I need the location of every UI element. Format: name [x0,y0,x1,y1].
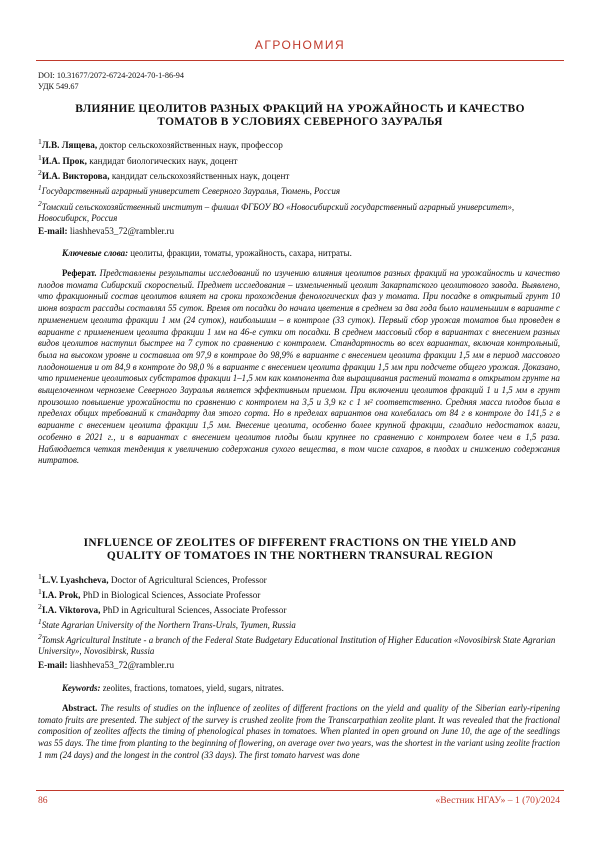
aff-text: Tomsk Agricultural Institute - a branch of the Federal State Budgetary Educational Institution of Higher Education «Novosibirsk State Agrarian University», Novosibirsk, Russia [38,634,556,657]
en-abstract [38,703,560,762]
aff-sup: 1 [38,617,42,626]
email-address[interactable]: liashheva53_72@rambler.ru [69,226,175,236]
email-label: E-mail: [38,660,68,670]
ru-title-line2: ТОМАТОВ В УСЛОВИЯХ СЕВЕРНОГО ЗАУРАЛЬЯ [157,116,443,128]
keywords-text: цеолиты, фракции, томаты, урожайность, сахара, нитраты. [128,248,352,258]
footer-divider [36,790,564,791]
author-name: И.А. Викторова, [41,171,110,182]
author-role: PhD in Biological Sciences, Associate Professor [80,590,261,601]
ru-title-line1: ВЛИЯНИЕ ЦЕОЛИТОВ РАЗНЫХ ФРАКЦИЙ НА УРОЖАЙНОСТЬ И КАЧЕСТВО [75,103,525,115]
aff-text: Томский сельскохозяйственный институт – филиал ФГБОУ ВО «Новосибирский государственный аграрный университет», Новосибирск, Россия [38,201,515,224]
page-number: 86 [38,795,48,806]
ru-author-1 [38,136,560,151]
aff-sup: 1 [38,183,42,192]
en-email [38,660,174,670]
author-name: I.A. Viktorova, [41,605,101,616]
udk: УДК 549.67 [38,82,79,91]
aff-sup: 2 [38,199,42,208]
aff-text: Государственный аграрный университет Северного Зауралья, Тюмень, Россия [41,185,341,196]
email-label: E-mail: [38,226,68,236]
journal-issue: «Вестник НГАУ» – 1 (70)/2024 [435,795,560,806]
en-affiliation-2 [38,631,560,658]
en-title [40,537,560,563]
author-role: доктор сельскохозяйственных наук, профессор [97,140,283,151]
abstract-text: The results of studies on the influence of zeolites of different fractions on the yield and quality of the Siberian early-ripening tomato fruits are presented. The subject of the survey is crushed zeolite from the Transcarpathian zeolite plant. It was revealed that the fractional composition of zeolites affects the timing of phenological phases in tomatoes. When planted in open ground on June 10, the age of the seedlings was 55 days. The time from planting to the beginning of flowering, on average over two years, was the shortest in the variant using zeolite fraction 1 mm (24 days) and the longest in the control (33 days). The first tomato harvest was done [38,703,560,760]
author-name: I.A. Prok, [41,590,81,601]
author-role: PhD in Agricultural Sciences, Associate Professor [100,605,287,616]
en-keywords [62,683,560,694]
ru-affiliation-2 [38,198,560,225]
abstract-text: Представлены результаты исследований по изучению влияния цеолитов разных фракций на урожайность и качество плодов томата Сибирский скороспелый. Предмет исследования – измельченный цеолит Закарпатского цеолитового завода. Выявлено, что фракционный состав цеолитов влияет на сроки прохождения фенологических фаз у томата. При посадке в открытый грунт 10 июня возраст рассады составлял 55 суток. Время от посадки до начала цветения в среднем за два года было наименьшим в варианте с применением цеолита фракции 1 мм (24 суток), наибольшим – в контроле (33 суток). Первый сбор урожая томатов был проведен в варианте с применением цеолита фракции 1 мм на 46-е сутки от посадки. В среднем массовый сбор в вариантах с внесением разных видов цеолитов наступил быстрее на 7 суток по сравнению с контролем. Стандартность во всех вариантах, включая контрольный, была на высоком уровне и составила от 97,9 в контроле до 98,9% в варианте с внесением цеолита фракции 1,5 мм в период массового плодоношения и от 84,9 в контроле до 98,0 % в варианте с внесением цеолита фракции 1,5 мм при подсчете общего урожая. Доказано, что применение цеолитовых субстратов фракции 1–1,5 мм как компонента для выращивания растений томата в открытом грунте на выщелоченном черноземе Северного Зауралья является эффективным приемом. При включении цеолитов фракций 1 и 1,5 мм в грунт произошло повышение урожайности по сравнению с контролем на 3,5 и 3,9 кг с 1 м² соответственно. Средняя масса плодов была в пределах общих требований к стандарту для этого сорта. Но в пределах вариантов она колебалась от 84 г в контроле до 141,5 г в варианте с внесением цеолита фракции 1,5 мм. Внесение цеолита, особенно более крупной фракции, сгладило недостаток влаги, особенно в 2021 г., и в вариантах с внесением цеолитов плоды были крупнее по сравнению с контролем более чем в 1,5 раза. Наблюдается четкая тенденция к увеличению содержания сухого вещества, в том числе сахаров, в плодах и снижению содержания нитратов. [38,268,560,466]
ru-author-2 [38,152,560,167]
ru-author-3 [38,167,560,182]
author-sup: 2 [38,602,42,611]
en-author-2 [38,586,560,601]
author-sup: 1 [38,572,42,581]
en-title-line1: INFLUENCE OF ZEOLITES OF DIFFERENT FRACTIONS ON THE YIELD AND [83,537,517,549]
en-affiliation-1 [38,616,560,631]
en-author-3 [38,601,560,616]
aff-sup: 2 [38,632,42,641]
author-sup: 1 [38,137,42,146]
author-role: Doctor of Agricultural Sciences, Professor [108,575,267,586]
author-role: кандидат биологических наук, доцент [86,156,238,167]
author-sup: 1 [38,587,42,596]
abstract-label: Реферат. [62,268,97,278]
doi: DOI: 10.31677/2072-6724-2024-70-1-86-94 [38,71,184,80]
author-name: И.А. Прок, [41,156,87,167]
keywords-label: Ключевые слова: [62,248,129,258]
ru-keywords [62,248,560,259]
en-author-1 [38,571,560,586]
author-sup: 1 [38,153,42,162]
email-address[interactable]: liashheva53_72@rambler.ru [69,660,175,670]
author-name: L.V. Lyashcheva, [41,575,109,586]
ru-affiliation-1 [38,182,560,197]
ru-title [40,103,560,129]
author-sup: 2 [38,168,42,177]
en-title-line2: QUALITY OF TOMATOES IN THE NORTHERN TRANSURAL REGION [106,550,494,562]
ru-abstract [38,268,560,467]
ru-email [38,226,174,236]
section-header: АГРОНОМИЯ [254,38,346,52]
author-role: кандидат сельскохозяйственных наук, доцент [109,171,290,182]
author-name: Л.В. Лящева, [41,140,98,151]
keywords-text: zeolites, fractions, tomatoes, yield, sugars, nitrates. [100,683,284,693]
keywords-label: Keywords: [62,683,101,693]
aff-text: State Agrarian University of the Northern Trans-Urals, Tyumen, Russia [41,619,296,630]
abstract-label: Abstract. [62,703,98,713]
header-divider [36,60,564,61]
